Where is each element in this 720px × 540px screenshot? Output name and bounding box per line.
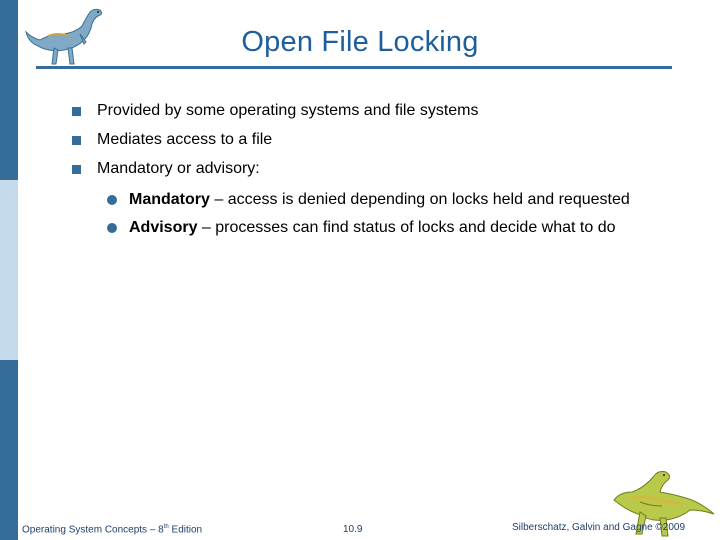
sub-bullet-item-2 [107, 219, 616, 237]
square-bullet-icon [72, 165, 81, 174]
sub-bullet-description: – processes can find status of locks and decide what to do [197, 219, 616, 236]
sub-bullet-term: Advisory [129, 219, 198, 236]
bullet-item-1 [72, 102, 479, 120]
left-bar-middle-segment [0, 180, 18, 360]
footer-book-superscript: th [163, 524, 169, 530]
bullet-text: Provided by some operating systems and file systems [97, 102, 479, 119]
footer-book-title [22, 524, 202, 535]
sub-bullet-text [129, 191, 630, 209]
slide-title: Open File Locking [241, 26, 479, 58]
sub-bullet-text [129, 219, 616, 237]
round-bullet-icon [107, 223, 117, 233]
footer-book-prefix: Operating System Concepts – 8 [22, 524, 164, 536]
bullet-item-2 [72, 131, 272, 149]
round-bullet-icon [107, 195, 117, 205]
sub-bullet-description: – access is denied depending on locks held and requested [209, 191, 630, 208]
sub-bullet-item-1 [107, 191, 630, 209]
sub-bullet-term: Mandatory [129, 191, 210, 208]
square-bullet-icon [72, 107, 81, 116]
footer-page-number: 10.9 [343, 524, 363, 535]
bullet-text: Mandatory or advisory: [97, 160, 260, 177]
footer-book-suffix: Edition [168, 524, 203, 536]
bullet-text: Mediates access to a file [97, 131, 273, 148]
title-underline [36, 66, 672, 69]
footer-copyright: Silberschatz, Galvin and Gagne ©2009 [512, 522, 686, 533]
left-bar-bottom-segment [0, 360, 18, 540]
bullet-item-3 [72, 160, 260, 178]
square-bullet-icon [72, 136, 81, 145]
left-accent-bar [0, 0, 18, 540]
